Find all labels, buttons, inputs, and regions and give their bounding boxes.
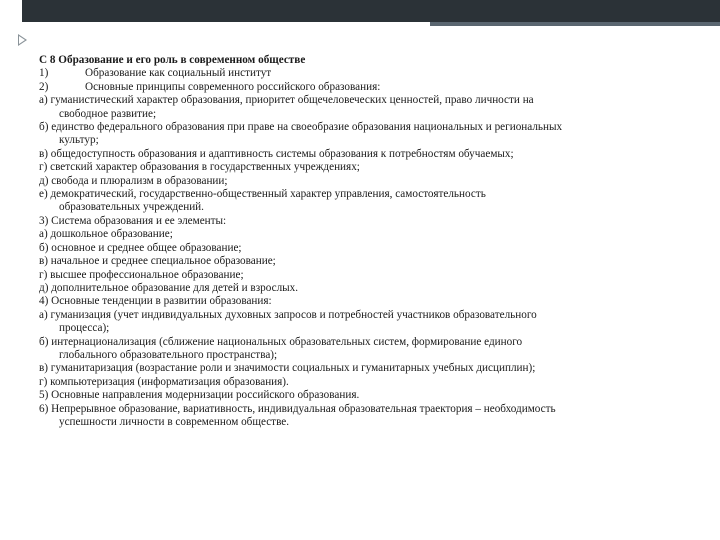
document-line bbox=[39, 376, 699, 389]
line-text: г) светский характер образования в государственных учреждениях; bbox=[39, 161, 360, 174]
document-line bbox=[39, 108, 699, 121]
line-text: г) компьютеризация (информатизация образования). bbox=[39, 375, 289, 388]
document-line bbox=[39, 282, 699, 295]
document-line bbox=[39, 67, 699, 80]
header-accent-band bbox=[430, 22, 720, 26]
document-line bbox=[39, 269, 699, 282]
line-text: глобального образовательного пространства); bbox=[59, 348, 278, 361]
line-text: а) гуманизация (учет индивидуальных духовных запросов и потребностей участников образовательного bbox=[39, 308, 537, 321]
line-text: б) основное и среднее общее образование; bbox=[39, 241, 242, 254]
document-line bbox=[39, 148, 699, 161]
document-line bbox=[39, 134, 699, 147]
document-body bbox=[39, 54, 699, 429]
document-lines bbox=[39, 67, 699, 429]
line-text: д) свобода и плюрализм в образовании; bbox=[39, 174, 228, 187]
line-text: 5) Основные направления модернизации российского образования. bbox=[39, 389, 360, 402]
line-text: е) демократический, государственно-общественный характер управления, самостоятельность bbox=[39, 188, 486, 201]
slide-top-bar bbox=[0, 0, 720, 22]
line-number: 2) bbox=[39, 80, 49, 93]
line-text: в) гуманитаризация (возрастание роли и значимости социальных и гуманитарных учебных дисциплин); bbox=[39, 362, 536, 375]
line-text: Образование как социальный институт bbox=[85, 67, 272, 80]
header-band bbox=[22, 0, 720, 22]
document-line bbox=[39, 255, 699, 268]
document-line bbox=[39, 322, 699, 335]
line-text: 3) Система образования и ее элементы: bbox=[39, 214, 227, 227]
document-line bbox=[39, 336, 699, 349]
document-line bbox=[39, 416, 699, 429]
document-title: С 8 Образование и его роль в современном обществе bbox=[39, 54, 306, 66]
line-text: б) интернационализация (сближение национальных образовательных систем, формирование единого bbox=[39, 335, 523, 348]
document-line bbox=[39, 81, 699, 94]
document-line bbox=[39, 349, 699, 362]
bullet-arrow-icon bbox=[18, 34, 27, 46]
document-line bbox=[39, 295, 699, 308]
line-text: б) единство федерального образования при праве на своеобразие образования национальных и региональных bbox=[39, 121, 563, 134]
line-text: а) дошкольное образование; bbox=[39, 228, 173, 241]
line-text: в) начальное и среднее специальное образование; bbox=[39, 255, 276, 268]
document-line bbox=[39, 362, 699, 375]
document-line bbox=[39, 161, 699, 174]
document-line bbox=[39, 94, 699, 107]
document-line bbox=[39, 228, 699, 241]
document-line bbox=[39, 201, 699, 214]
line-text: образовательных учреждений. bbox=[59, 201, 204, 214]
document-line bbox=[39, 175, 699, 188]
document-line bbox=[39, 242, 699, 255]
line-text: успешности личности в современном обществе. bbox=[59, 415, 290, 428]
line-text: свободное развитие; bbox=[59, 107, 157, 120]
document-line bbox=[39, 188, 699, 201]
line-text: г) высшее профессиональное образование; bbox=[39, 268, 244, 281]
document-line bbox=[39, 121, 699, 134]
line-text: д) дополнительное образование для детей и взрослых. bbox=[39, 281, 299, 294]
line-text: а) гуманистический характер образования, приоритет общечеловеческих ценностей, право личности на bbox=[39, 94, 534, 107]
line-text: в) общедоступность образования и адаптивность системы образования к потребностям обучаемых; bbox=[39, 147, 514, 160]
line-text: Основные принципы современного российского образования: bbox=[85, 80, 381, 93]
line-text: 4) Основные тенденции в развитии образования: bbox=[39, 295, 272, 308]
document-line bbox=[39, 389, 699, 402]
document-line bbox=[39, 403, 699, 416]
document-line bbox=[39, 309, 699, 322]
line-text: 6) Непрерывное образование, вариативность, индивидуальная образовательная траектория – необходимость bbox=[39, 402, 556, 415]
line-text: культур; bbox=[59, 134, 99, 147]
document-line bbox=[39, 215, 699, 228]
line-text: процесса); bbox=[59, 322, 110, 335]
line-number: 1) bbox=[39, 67, 49, 80]
